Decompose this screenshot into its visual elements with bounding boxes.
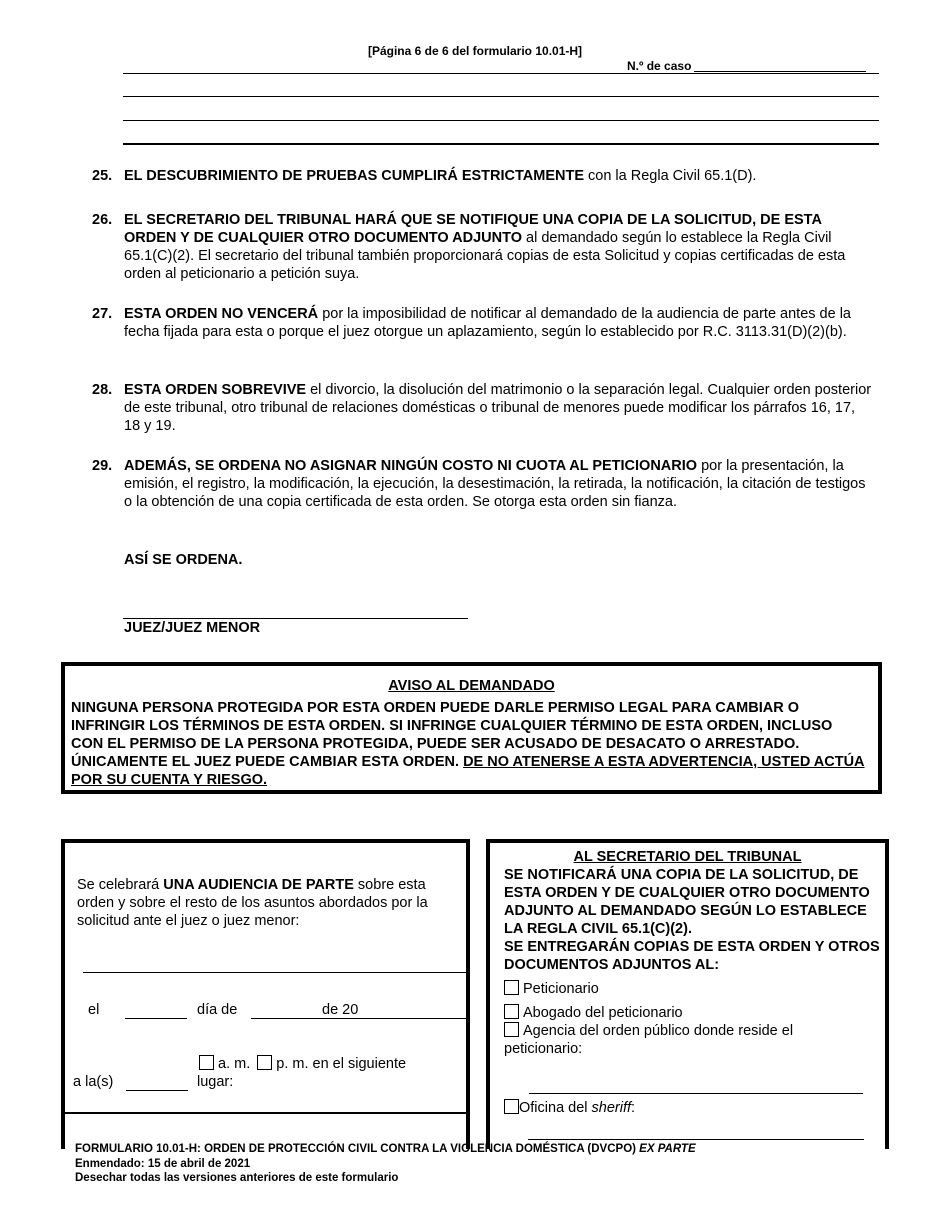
sheriff-checkbox[interactable] [504, 1099, 519, 1114]
dia-de-label: día de [197, 1002, 238, 1018]
pm-checkbox[interactable] [257, 1055, 272, 1070]
option-attorney[interactable]: Abogado del peticionario [504, 1004, 683, 1022]
hearing-line[interactable] [83, 972, 467, 973]
item-number: 29. [92, 458, 113, 474]
footer [75, 1142, 696, 1186]
am-checkbox[interactable] [199, 1055, 214, 1070]
option-petitioner[interactable]: Peticionario [504, 980, 599, 998]
paragraph-27: 27. ESTA ORDEN NO VENCERÁ por la imposibilidad de notificar al demandado de la audiencia de parte antes de la fecha fijada para esta o porque el juez otorgue un aplazamiento, según lo establecido por R.C. 3113.31(D)(2)(b). [92, 306, 851, 340]
item-number: 25. [92, 168, 113, 184]
hearing-box [61, 839, 470, 1149]
paragraph-28: 28. ESTA ORDEN SOBREVIVE el divorcio, la disolución del matrimonio o la separación legal. Cualquier orden posterior de este tribunal, otro tribunal de relaciones domésticas o tribunal de menores puede modificar los párrafos 16, 17, 18 y 19. [92, 382, 872, 434]
paragraph-25: 25. EL DESCUBRIMIENTO DE PRUEBAS CUMPLIRÁ ESTRICTAMENTE con la Regla Civil 65.1(D). [92, 168, 757, 184]
case-number-label: N.º de caso [627, 59, 692, 73]
attorney-checkbox[interactable] [504, 1004, 519, 1019]
clerk-title: AL SECRETARIO DEL TRIBUNAL [573, 849, 802, 865]
form-title: FORMULARIO 10.01-H: ORDEN DE PROTECCIÓN CIVIL CONTRA LA VIOLENCIA DOMÉSTICA (DVCPO) EX PARTE [75, 1143, 696, 1155]
petitioner-checkbox[interactable] [504, 980, 519, 995]
notice-title: AVISO AL DEMANDADO [388, 678, 555, 694]
am-option[interactable]: a. m. p. m. en el siguiente [199, 1055, 406, 1073]
place-line[interactable] [61, 1112, 470, 1114]
el-label: el [88, 1002, 100, 1018]
header-rule-4 [123, 143, 879, 145]
paragraph-26: 26. EL SECRETARIO DEL TRIBUNAL HARÁ QUE SE NOTIFIQUE UNA COPIA DE LA SOLICITUD, DE ESTA ORDEN Y DE CUALQUIER OTRO DOCUMENTO ADJUNTO al demandado según lo establece la Regla Civil 65.1(C)(2). El secretario del tribunal también proporcionará copias de esta Solicitud y copias certificadas de esta orden al peticionario a petición suya. [92, 212, 846, 282]
so-ordered: ASÍ SE ORDENA. [124, 552, 243, 568]
clerk-body: SE NOTIFICARÁ UNA COPIA DE LA SOLICITUD, DE ESTA ORDEN Y DE CUALQUIER OTRO DOCUMENTO ADJUNTO AL DEMANDADO SEGÚN LO ESTABLECE LA REGLA CIVIL 65.1(C)(2). SE ENTREGARÁN COPIAS DE ESTA ORDEN Y OTROS DOCUMENTOS ADJUNTOS AL: [504, 867, 880, 973]
notice-body: NINGUNA PERSONA PROTEGIDA POR ESTA ORDEN PUEDE DARLE PERMISO LEGAL PARA CAMBIAR O INFRINGIR LOS TÉRMINOS DE ESTA ORDEN. SI INFRINGE CUALQUIER TÉRMINO DE ESTA ORDEN, INCLUSO CON EL PERMISO DE LA PERSONA PROTEGIDA, PUEDE SER ACUSADO DE DESACATO O ARRESTADO. ÚNICAMENTE EL JUEZ PUEDE CAMBIAR ESTA ORDEN. DE NO ATENERSE A ESTA ADVERTENCIA, USTED ACTÚA POR SU CUENTA Y RIESGO. [71, 700, 865, 788]
paragraph-29: 29. ADEMÁS, SE ORDENA NO ASIGNAR NINGÚN COSTO NI CUOTA AL PETICIONARIO por la presentación, la emisión, el registro, la modificación, la ejecución, la desestimación, la retirada, la notificación, la citación de testigos o la obtención de una copia certificada de esta orden. Se otorga esta orden sin fianza. [92, 458, 866, 510]
day-field[interactable] [125, 1018, 187, 1019]
item-number: 28. [92, 382, 113, 398]
agency-line[interactable] [529, 1093, 863, 1094]
option-sheriff[interactable]: Oficina del sheriff: [504, 1099, 635, 1117]
header-rule-1 [123, 73, 879, 74]
year-label: de 20 [322, 1002, 359, 1018]
sheriff-line[interactable] [528, 1139, 864, 1140]
time-label: a la(s) [73, 1074, 114, 1090]
clerk-box [486, 839, 889, 1149]
notice-box [61, 662, 882, 794]
page-label: [Página 6 de 6 del formulario 10.01-H] [367, 44, 583, 58]
hearing-intro: Se celebrará UNA AUDIENCIA DE PARTE sobre esta orden y sobre el resto de los asuntos abordados por la solicitud ante el juez o juez menor: [77, 877, 428, 929]
month-field[interactable] [251, 1018, 467, 1019]
time-field[interactable] [126, 1090, 188, 1091]
discard-note: Desechar todas las versiones anteriores de este formulario [75, 1172, 399, 1184]
place-label: lugar: [197, 1074, 234, 1090]
agency-checkbox[interactable] [504, 1022, 519, 1037]
option-agency[interactable]: Agencia del orden público donde reside el peticionario: [504, 1023, 794, 1057]
case-number-field[interactable] [694, 71, 866, 72]
item-number: 27. [92, 306, 113, 322]
item-number: 26. [92, 212, 113, 228]
judge-label: JUEZ/JUEZ MENOR [124, 620, 261, 636]
amended-date: Enmendado: 15 de abril de 2021 [75, 1157, 251, 1170]
header-rule-3 [123, 120, 879, 121]
header-rule-2 [123, 96, 879, 97]
